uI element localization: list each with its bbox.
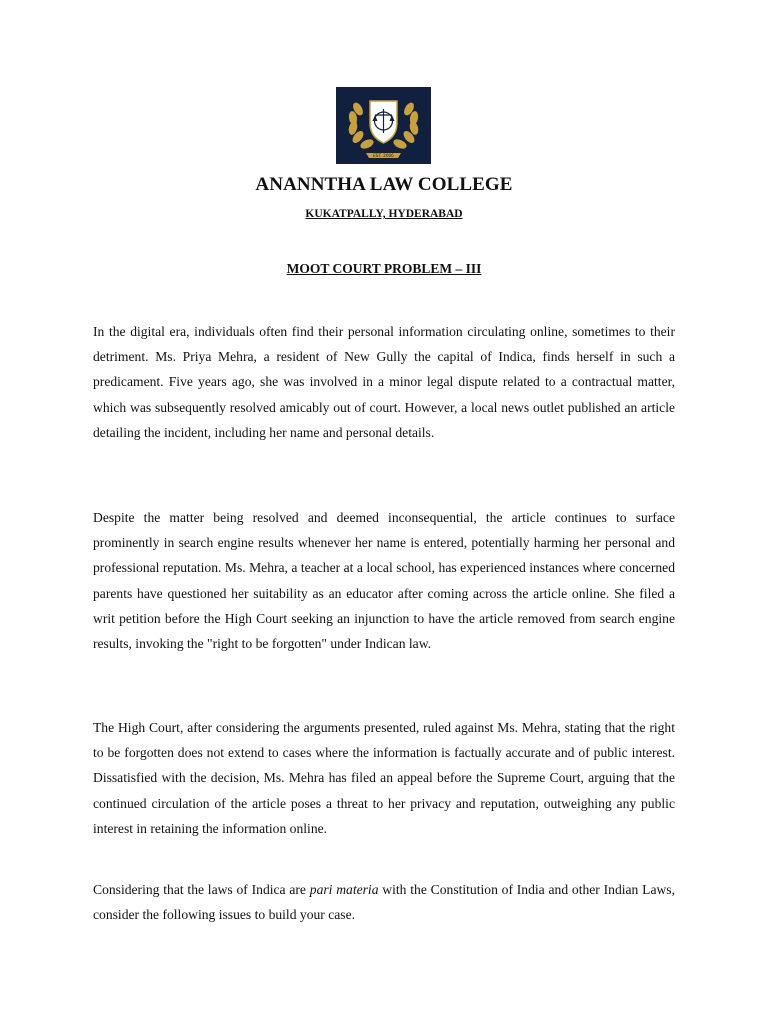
college-logo — [336, 87, 431, 164]
paragraph-4 — [93, 877, 675, 927]
college-location: KUKATPALLY, HYDERABAD — [305, 208, 463, 220]
college-name: ANANNTHA LAW COLLEGE — [255, 174, 513, 195]
logo-est-text: EST. 2006 — [373, 153, 394, 159]
paragraph-2: Despite the matter being resolved and deemed inconsequential, the article continues to surface prominently in search engine results whenever her name is entered, potentially harming her personal and professional reputation. Ms. Mehra, a teacher at a local school, has experienced instances where concerned parents have questioned her suitability as an educator after coming across the article online. She filed a writ petition before the High Court seeking an injunction to have the article removed from search engine results, invoking the "right to be forgotten" under Indican law. — [93, 510, 675, 652]
paragraph-4-italic: pari materia — [309, 882, 379, 897]
problem-title: MOOT COURT PROBLEM – III — [286, 261, 482, 276]
paragraph-3: The High Court, after considering the arguments presented, ruled against Ms. Mehra, stating that the right to be forgotten does not extend to cases where the information is factually accurate and of public interest. Dissatisfied with the decision, Ms. Mehra has filed an appeal before the Supreme Court, arguing that the continued circulation of the article poses a threat to her privacy and reputation, outweighing any public interest in retaining the information online. — [93, 720, 675, 836]
paragraph-4-end: with the Constitution of India and other Indian Laws, consider the following issues to build your case. — [93, 882, 675, 923]
paragraph-1: In the digital era, individuals often find their personal information circulating online, sometimes to their detriment. Ms. Priya Mehra, a resident of New Gully the capital of Indica, finds herself in such a predicament. Five years ago, she was involved in a minor legal dispute related to a contractual matter, which was subsequently resolved amicably out of court. However, a local news outlet published an article detailing the incident, including her name and personal details. — [93, 324, 675, 440]
college-crest-icon — [336, 87, 431, 164]
paragraph-4-start: Considering that the laws of Indica are — [93, 882, 310, 897]
